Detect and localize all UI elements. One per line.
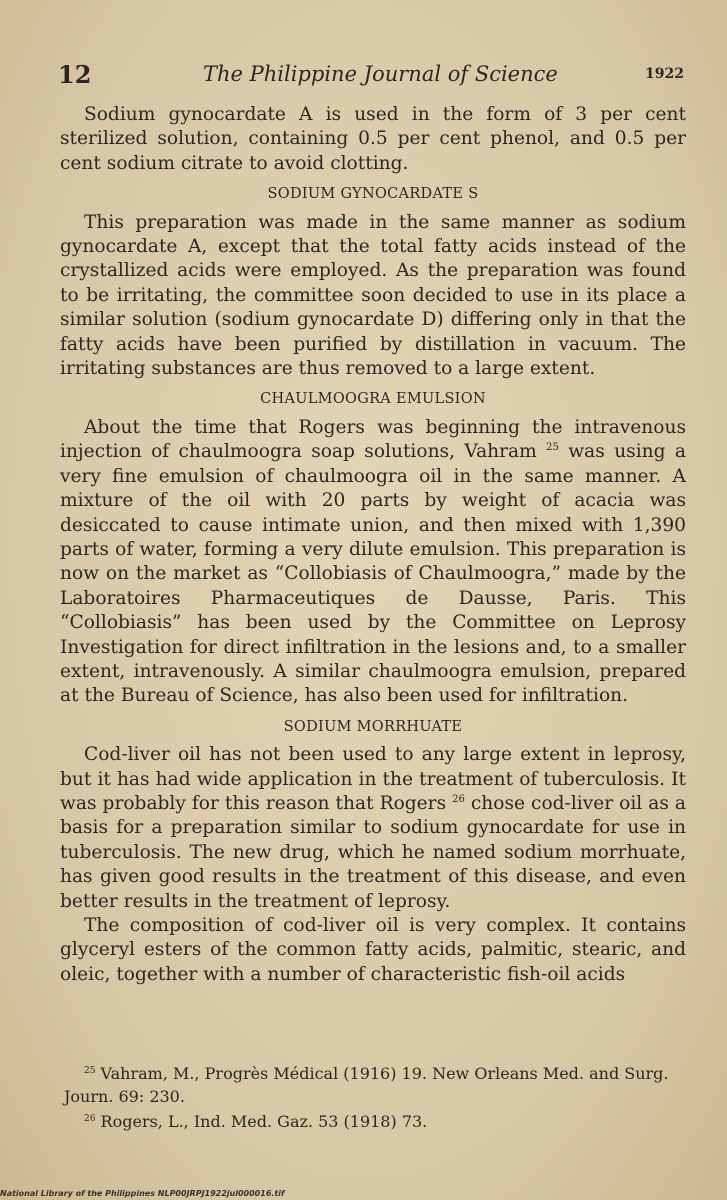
paragraph-sodium-morrhuate	[60, 743, 686, 914]
heading-chaulmoogra-emulsion: CHAULMOOGRA EMULSION	[260, 391, 486, 408]
paragraph-sodium-gynocardate-a: Sodium gynocardate A is used in the form of 3 per cent sterilized solution, containing 0.5 per cent phenol, and 0.5 per cent sodium citrate to avoid clotting.	[60, 104, 686, 174]
text-span: About the time that Rogers was beginning the intravenous injection of chaulmoogra soap solutions, Vahram	[60, 416, 686, 463]
paragraph-chaulmoogra-emulsion	[60, 416, 686, 709]
text-span: was using a very fine emulsion of chaulmoogra oil in the same manner. A mixture of the oil with 20 parts by weight of acacia was desiccated to cause intimate union, and then mixed with 1,390 parts of water, forming a very dilute emulsion. This preparation is now on the market as “Collobiasis of Chaulmoogra,” made by the Laboratoires Pharmaceutiques de Dausse, Paris. This “Collobiasis” has been used by the Committee on Leprosy Investigation for direct infiltration in the lesions and, to a smaller extent, intravenously. A similar chaulmoogra emulsion, prepared at the Bureau of Science, has also been used for infiltration.	[60, 441, 686, 707]
footnote-25	[64, 1060, 686, 1108]
page-number: 12	[58, 60, 92, 89]
footnote-text: Rogers, L., Ind. Med. Gaz. 53 (1918) 73.	[100, 1112, 428, 1131]
paragraph-sodium-gynocardate-s: This preparation was made in the same manner as sodium gynocardate A, except that the total fatty acids instead of the crystallized acids were employed. As the preparation was found to be irritating, the committee soon decided to use in its place a similar solution (sodium gynocardate D) differing only in that the fatty acids have been purified by distillation in vacuum. The irritating substances are thus removed to a large extent.	[60, 211, 686, 380]
footnote-ref-25[interactable]: 25	[546, 442, 559, 454]
paragraph-cod-liver-composition: The composition of cod-liver oil is very complex. It contains glyceryl esters of the common fatty acids, palmitic, stearic, and oleic, together with a number of characteristic fish-oil acids	[60, 915, 686, 985]
heading-sodium-gynocardate-s: SODIUM GYNOCARDATE S	[267, 186, 479, 203]
footnote-ref-26[interactable]: 26	[452, 793, 465, 805]
header-year: 1922	[645, 66, 684, 82]
text-span: Cod-liver oil has not been used to any large extent in leprosy, but it has had wide application in the treatment of tuberculosis. It was probably for this reason that Rogers	[60, 744, 686, 814]
article-body	[60, 103, 686, 987]
footnotes	[64, 1060, 686, 1133]
footnote-mark: 26	[84, 1114, 96, 1124]
journal-title: The Philippine Journal of Science	[203, 62, 558, 86]
running-header	[58, 60, 688, 94]
footnote-text: Vahram, M., Progrès Médical (1916) 19. New Orleans Med. and Surg. Journ. 69: 230.	[64, 1064, 669, 1106]
heading-sodium-morrhuate: SODIUM MORRHUATE	[283, 718, 463, 735]
scan-footer: National Library of the Philippines NLP00JRPJ1922jul000016.tif	[0, 1189, 285, 1198]
footnote-26	[64, 1108, 686, 1133]
footnote-mark: 25	[84, 1066, 96, 1076]
text-span: chose cod-liver oil as a basis for a preparation similar to sodium gynocardate for use in tuberculosis. The new drug, which he named sodium morrhuate, has given good results in the treatment of this disease, and even better results in the treatment of leprosy.	[60, 792, 686, 912]
